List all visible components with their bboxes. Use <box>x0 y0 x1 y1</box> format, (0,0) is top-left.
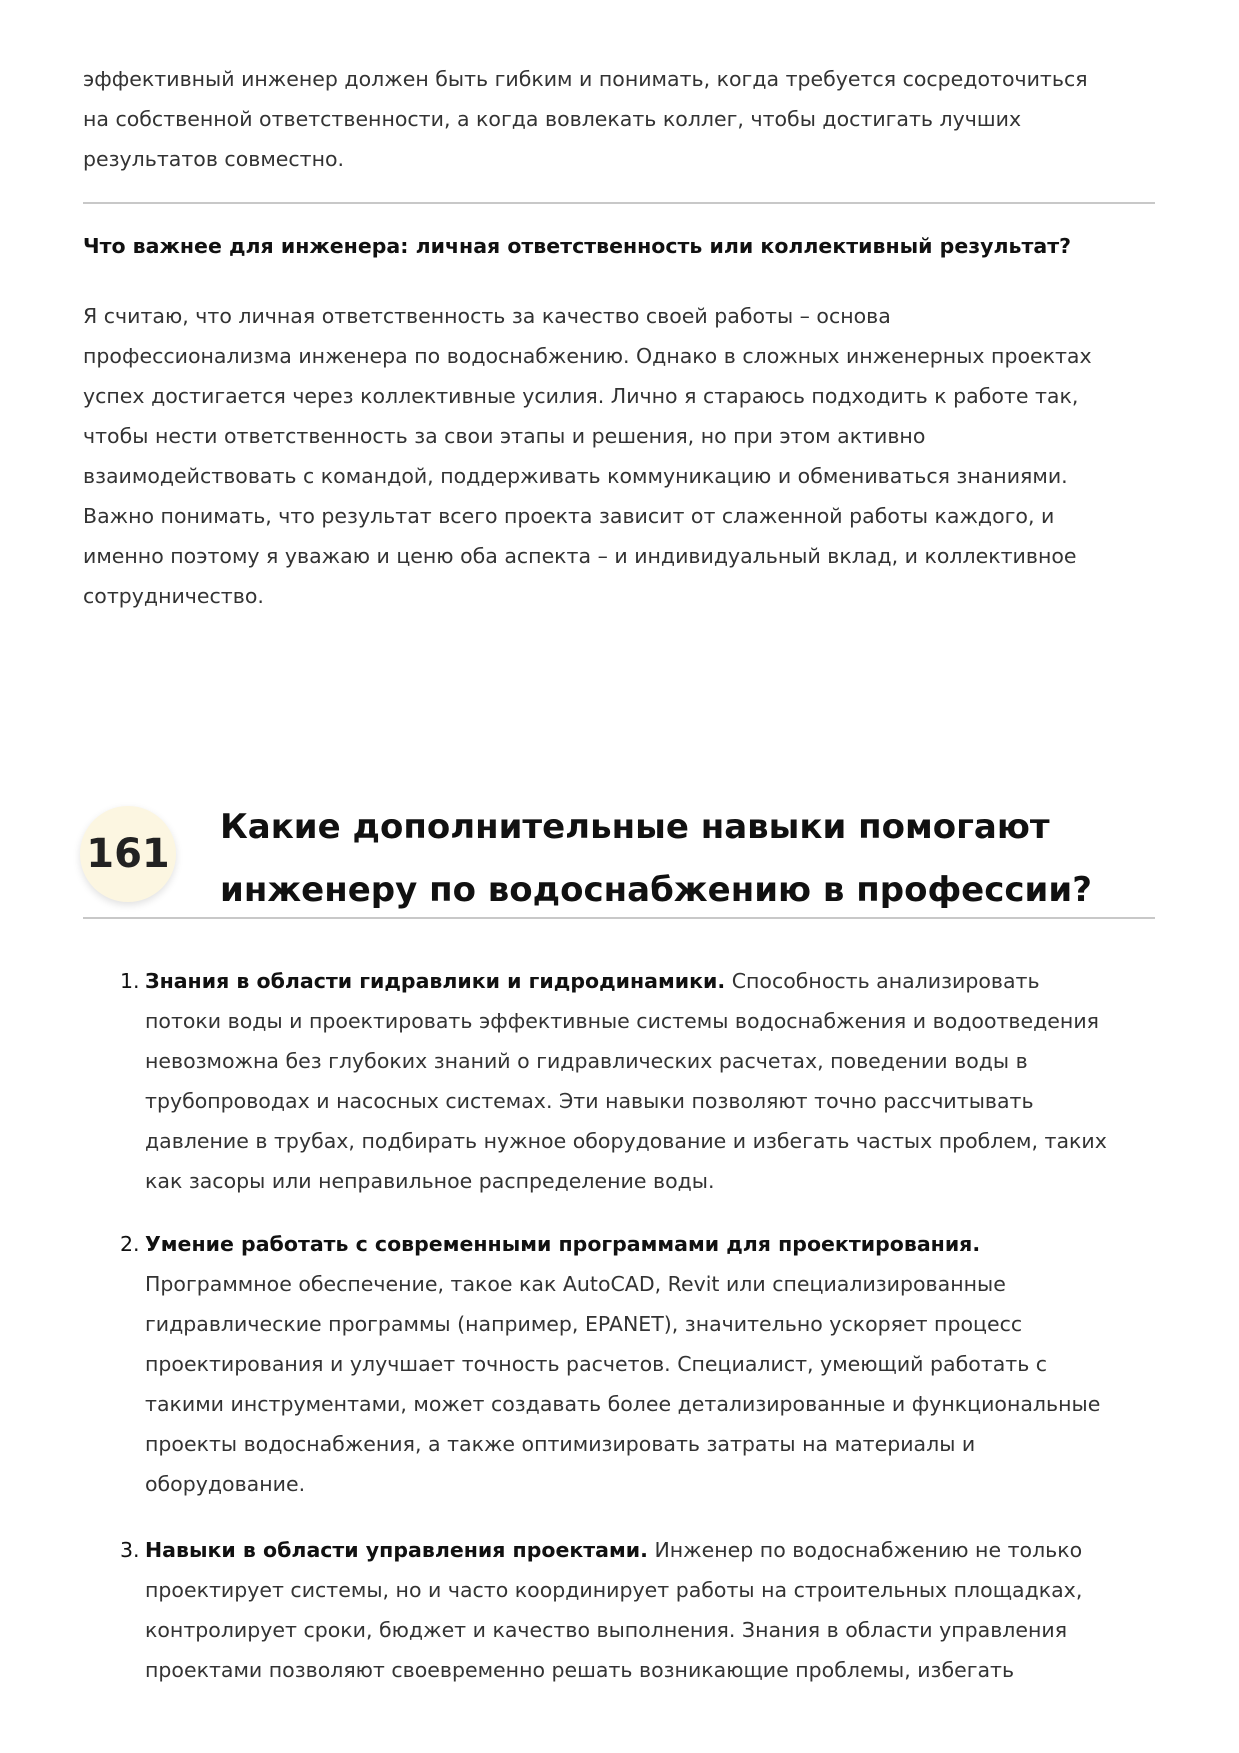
text-line: Программное обеспечение, такое как AutoCAD, Revit или специализированные <box>145 1272 1006 1296</box>
text-line: Инженер по водоснабжению не только <box>647 1538 1083 1562</box>
title-line: Какие дополнительные навыки помогают <box>220 807 1050 847</box>
divider <box>83 202 1155 204</box>
list-item-title: Навыки в области управления проектами. <box>145 1538 648 1562</box>
section-title <box>220 796 1092 922</box>
text-line: невозможна без глубоких знаний о гидравлических расчетах, поведении воды в <box>145 1049 1028 1073</box>
text-line: проектирования и улучшает точность расчетов. Специалист, умеющий работать с <box>145 1352 1048 1376</box>
list-item-title: Знания в области гидравлики и гидродинамики. <box>145 969 726 993</box>
list-number: 1. <box>120 969 140 993</box>
intro-paragraph <box>83 59 1155 179</box>
text-line: такими инструментами, может создавать более детализированные и функциональные <box>145 1392 1101 1416</box>
text-line: потоки воды и проектировать эффективные системы водоснабжения и водоотведения <box>145 1009 1099 1033</box>
list-item <box>120 961 1160 1201</box>
text-line: проекты водоснабжения, а также оптимизировать затраты на материалы и <box>145 1432 976 1456</box>
list-number: 3. <box>120 1538 140 1562</box>
section-divider <box>83 917 1155 919</box>
answer-paragraph <box>83 296 1155 616</box>
text-line: профессионализма инженера по водоснабжению. Однако в сложных инженерных проектах <box>83 344 1092 368</box>
text-line: сотрудничество. <box>83 584 264 608</box>
text-line: проектами позволяют своевременно решать возникающие проблемы, избегать <box>145 1658 1015 1682</box>
text-line: на собственной ответственности, а когда вовлекать коллег, чтобы достигать лучших <box>83 107 1022 131</box>
text-line: успех достигается через коллективные усилия. Лично я стараюсь подходить к работе так, <box>83 384 1079 408</box>
text-line: Важно понимать, что результат всего проекта зависит от слаженной работы каждого, и <box>83 504 1055 528</box>
text-line: трубопроводах и насосных системах. Эти навыки позволяют точно рассчитывать <box>145 1089 1034 1113</box>
list-item <box>120 1224 1160 1504</box>
text-line: именно поэтому я уважаю и ценю оба аспекта – и индивидуальный вклад, и коллективное <box>83 544 1077 568</box>
text-line: взаимодействовать с командой, поддерживать коммуникацию и обмениваться знаниями. <box>83 464 1068 488</box>
section-number-badge: 161 <box>80 806 176 902</box>
text-line: оборудование. <box>145 1472 306 1496</box>
text-line: как засоры или неправильное распределение воды. <box>145 1169 715 1193</box>
text-line: эффективный инженер должен быть гибким и понимать, когда требуется сосредоточиться <box>83 67 1088 91</box>
text-line: Я считаю, что личная ответственность за качество своей работы – основа <box>83 304 891 328</box>
text-line: результатов совместно. <box>83 147 345 171</box>
list-item-title: Умение работать с современными программами для проектирования. <box>145 1232 981 1256</box>
text-line: гидравлические программы (например, EPANET), значительно ускоряет процесс <box>145 1312 1023 1336</box>
text-line: контролирует сроки, бюджет и качество выполнения. Знания в области управления <box>145 1618 1068 1642</box>
text-line: давление в трубах, подбирать нужное оборудование и избегать частых проблем, таких <box>145 1129 1107 1153</box>
list-item <box>120 1530 1160 1690</box>
question-heading: Что важнее для инженера: личная ответственность или коллективный результат? <box>83 234 1071 258</box>
list-number: 2. <box>120 1232 140 1256</box>
text-line: чтобы нести ответственность за свои этапы и решения, но при этом активно <box>83 424 926 448</box>
text-line: проектирует системы, но и часто координирует работы на строительных площадках, <box>145 1578 1083 1602</box>
title-line: инженеру по водоснабжению в профессии? <box>220 870 1092 910</box>
text-line: Способность анализировать <box>725 969 1040 993</box>
